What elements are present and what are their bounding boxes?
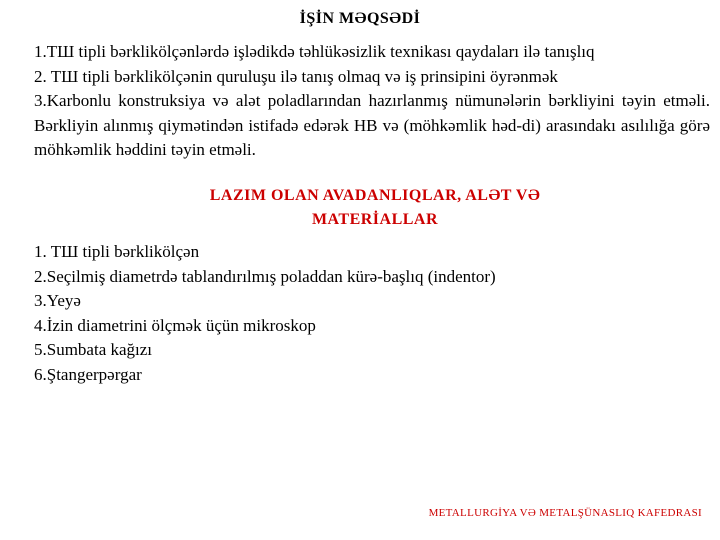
- goals-list: [34, 40, 710, 163]
- material-item-1: 1. TШ tipli bərklikölçən: [34, 242, 200, 261]
- page-title: İŞİN MƏQSƏDİ: [299, 10, 421, 27]
- goal-item-2: 2. TШ tipli bərklikölçənin quruluşu ilə tanış olmaq və iş prinsipini öyrənmək: [34, 66, 558, 86]
- material-item-3: 3.Yeyə: [34, 291, 81, 310]
- materials-list: [34, 240, 634, 387]
- goal-item-1: 1.TШ tipli bərklikölçənlərdə işlədikdə təhlükəsizlik texnikası qaydaları ilə tanışlıq: [34, 42, 595, 61]
- materials-heading-line-2: MATERİALLAR: [311, 211, 439, 228]
- materials-heading-line-1: LAZIM OLAN AVADANLIQLAR, ALƏT VƏ: [209, 187, 541, 204]
- material-item-4: 4.İzin diametrini ölçmək üçün mikroskop: [34, 315, 316, 335]
- material-item-6: 6.Ştangerpərgar: [34, 364, 142, 384]
- goal-item-3: 3.Karbonlu konstruksiya və alət poladlarından hazırlanmış nümunələrin bərkliyini təyin etməli. Bərkliyin alınmış qiymətindən istifadə edərək HB və (möhkəmlik həd-di) arasındakı asılılığa görə möhkəmlik həddini təyin etməli.: [34, 91, 710, 159]
- department-footer: METALLURGİYA VƏ METALŞÜNASLIQ KAFEDRASI: [428, 507, 702, 519]
- material-item-5: 5.Sumbata kağızı: [34, 340, 153, 359]
- materials-heading: [0, 184, 720, 232]
- material-item-2: 2.Seçilmiş diametrdə tablandırılmış poladdan kürə-başlıq (indentor): [34, 266, 496, 286]
